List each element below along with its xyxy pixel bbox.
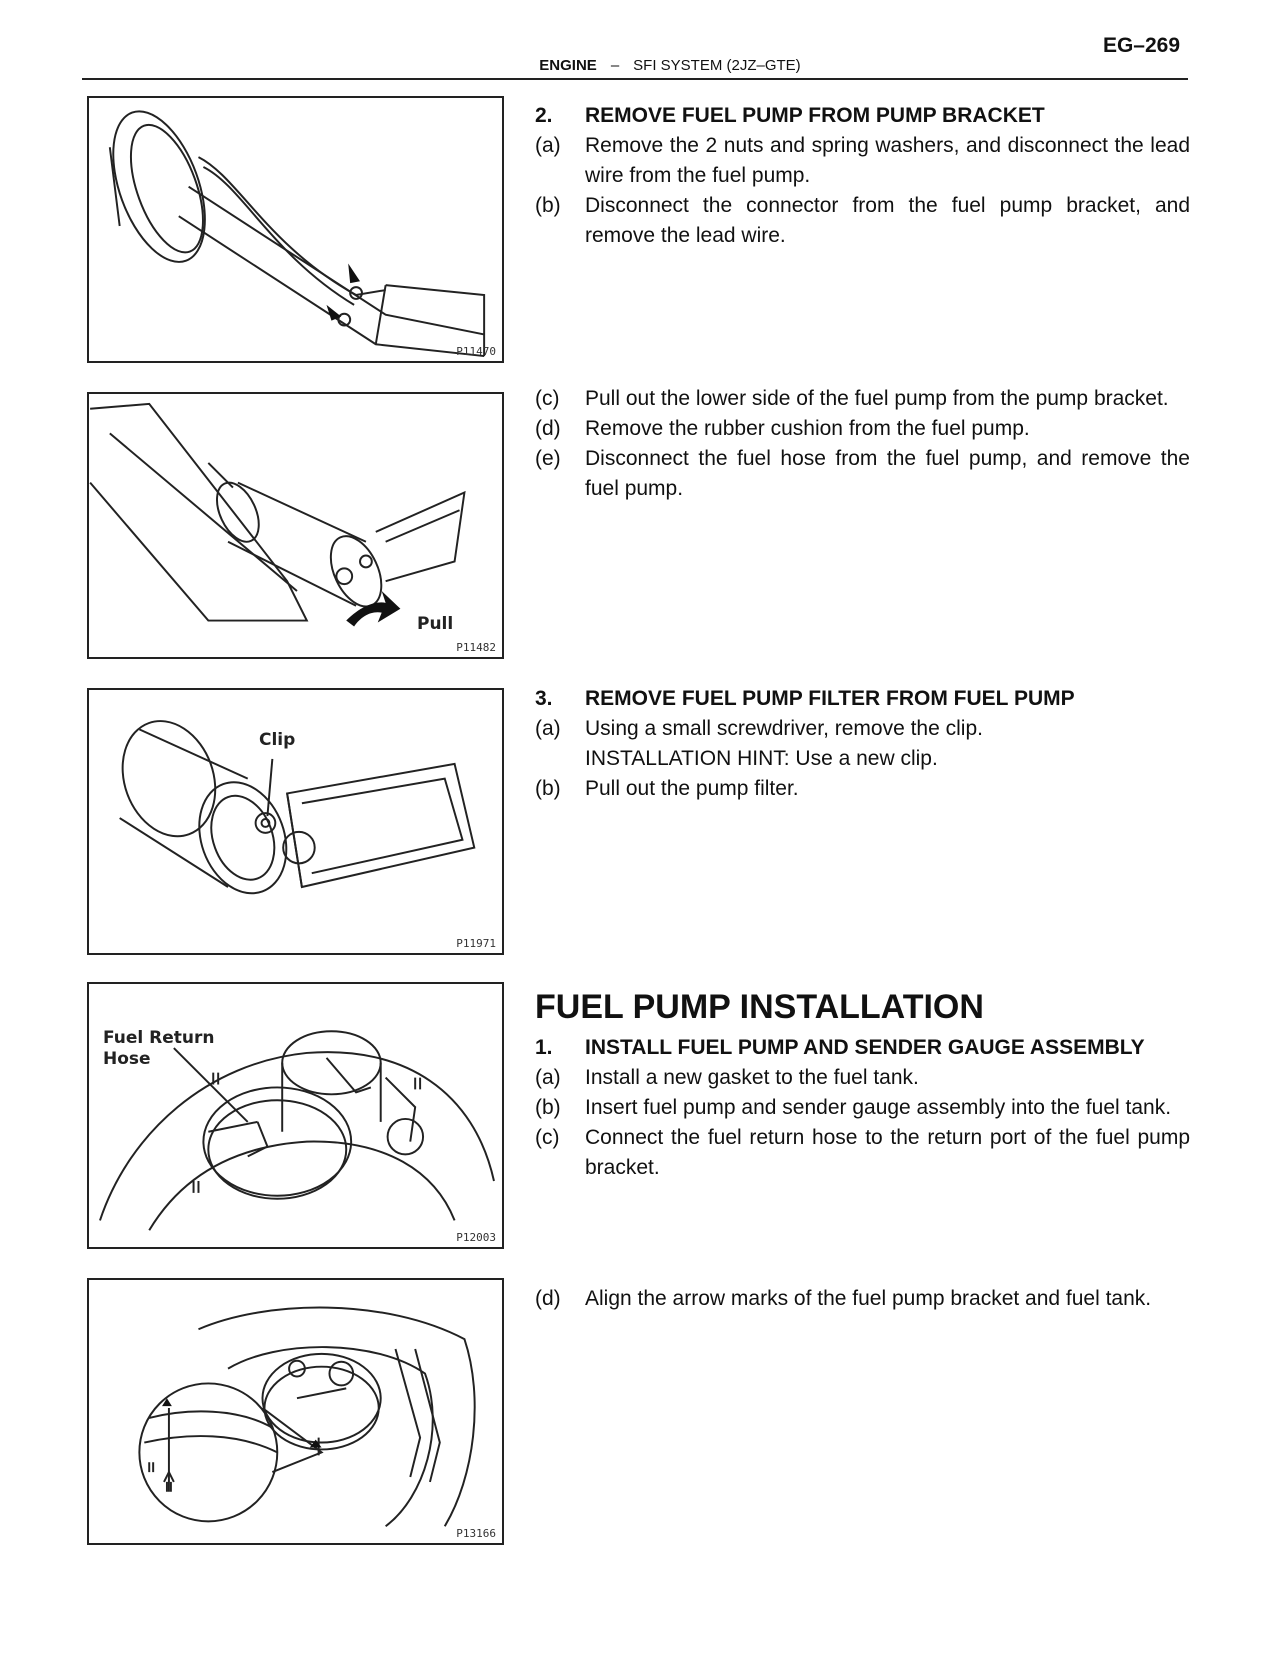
substep-text: Disconnect the fuel hose from the fuel pump, and remove the fuel pump. — [585, 447, 1190, 500]
section-name: ENGINE — [539, 57, 597, 74]
substep-text: Align the arrow marks of the fuel pump bracket and fuel tank. — [585, 1287, 1152, 1310]
substep-text: Pull out the pump filter. — [585, 777, 799, 800]
step-title: REMOVE FUEL PUMP FROM PUMP BRACKET — [585, 104, 1045, 127]
step-number: 3. — [535, 687, 553, 710]
substep — [535, 191, 1190, 251]
substep-text: Remove the 2 nuts and spring washers, and disconnect the lead wire from the fuel pump. — [585, 134, 1190, 187]
substep-text: Disconnect the connector from the fuel pump bracket, and remove the lead wire. — [585, 194, 1190, 247]
align-arrow-marks-section — [535, 1284, 1190, 1314]
step-heading — [535, 101, 1190, 131]
substep — [535, 414, 1190, 444]
substep-label: (a) — [535, 1066, 561, 1089]
step-title: REMOVE FUEL PUMP FILTER FROM FUEL PUMP — [585, 687, 1075, 710]
section-title: FUEL PUMP INSTALLATION — [535, 988, 984, 1026]
substep — [535, 444, 1190, 504]
figure-lead-wire-removal — [87, 96, 504, 363]
remove-pump-from-bracket-section — [535, 101, 1190, 251]
substep-text: Using a small screwdriver, remove the clip. — [585, 717, 983, 740]
pull-label: Pull — [417, 614, 454, 634]
figure-code: P12003 — [456, 1231, 496, 1244]
substep-label: (c) — [535, 387, 560, 410]
step-number: 1. — [535, 1036, 553, 1059]
step-heading — [535, 684, 1190, 714]
step-title: INSTALL FUEL PUMP AND SENDER GAUGE ASSEMBLY — [585, 1036, 1145, 1059]
substep — [535, 714, 1190, 744]
clip-label: Clip — [259, 730, 296, 750]
substep — [535, 1123, 1190, 1183]
section-header — [0, 57, 1280, 74]
substep — [535, 1063, 1190, 1093]
pull-out-pump-section — [535, 384, 1190, 504]
substep — [535, 384, 1190, 414]
substep — [535, 1284, 1190, 1314]
substep-label: (a) — [535, 134, 561, 157]
figure-pull-fuel-pump — [87, 392, 504, 659]
figure-fuel-return-hose — [87, 982, 504, 1249]
fuel-pump-installation-section — [535, 985, 1190, 1183]
page-number: EG–269 — [1102, 34, 1180, 57]
pump-filter-clip-illustration — [89, 690, 502, 953]
header-rule — [82, 78, 1188, 80]
substep — [535, 774, 1190, 804]
substep-label: (b) — [535, 1096, 561, 1119]
substep — [535, 131, 1190, 191]
fuel-return-label-line2: Hose — [103, 1049, 151, 1069]
substep-label: (d) — [535, 417, 561, 440]
substep-label: (a) — [535, 717, 561, 740]
fuel-return-hose-label — [103, 1028, 214, 1070]
fuel-return-label-line1: Fuel Return — [103, 1028, 215, 1048]
installation-hint: INSTALLATION HINT: Use a new clip. — [585, 747, 938, 770]
fuel-tank-return-hose-illustration — [89, 984, 502, 1247]
substep-text: Connect the fuel return hose to the return port of the fuel pump bracket. — [585, 1126, 1190, 1179]
substep-label: (e) — [535, 447, 561, 470]
figure-remove-clip — [87, 688, 504, 955]
step-number: 2. — [535, 104, 553, 127]
figure-code: P11482 — [456, 641, 496, 654]
figure-align-arrow-marks — [87, 1278, 504, 1545]
substep-label: (c) — [535, 1126, 560, 1149]
section-separator: – — [610, 57, 620, 74]
substep-label: (b) — [535, 777, 561, 800]
figure-code: P11470 — [456, 345, 496, 358]
subsection-name: SFI SYSTEM (2JZ–GTE) — [633, 57, 801, 74]
figure-code: P13166 — [456, 1527, 496, 1540]
substep-text: Pull out the lower side of the fuel pump from the pump bracket. — [585, 387, 1169, 410]
substep-label: (d) — [535, 1287, 561, 1310]
fuel-pump-bracket-illustration — [89, 98, 502, 361]
step-heading — [535, 1033, 1190, 1063]
substep-text: Insert fuel pump and sender gauge assembly into the fuel tank. — [585, 1096, 1172, 1119]
substep-text: Remove the rubber cushion from the fuel pump. — [585, 417, 1030, 440]
substep-text: Install a new gasket to the fuel tank. — [585, 1066, 919, 1089]
substep-label: (b) — [535, 194, 561, 217]
remove-pump-filter-section — [535, 684, 1190, 804]
substep — [535, 1093, 1190, 1123]
figure-code: P11971 — [456, 937, 496, 950]
arrow-mark-alignment-illustration — [89, 1280, 502, 1543]
